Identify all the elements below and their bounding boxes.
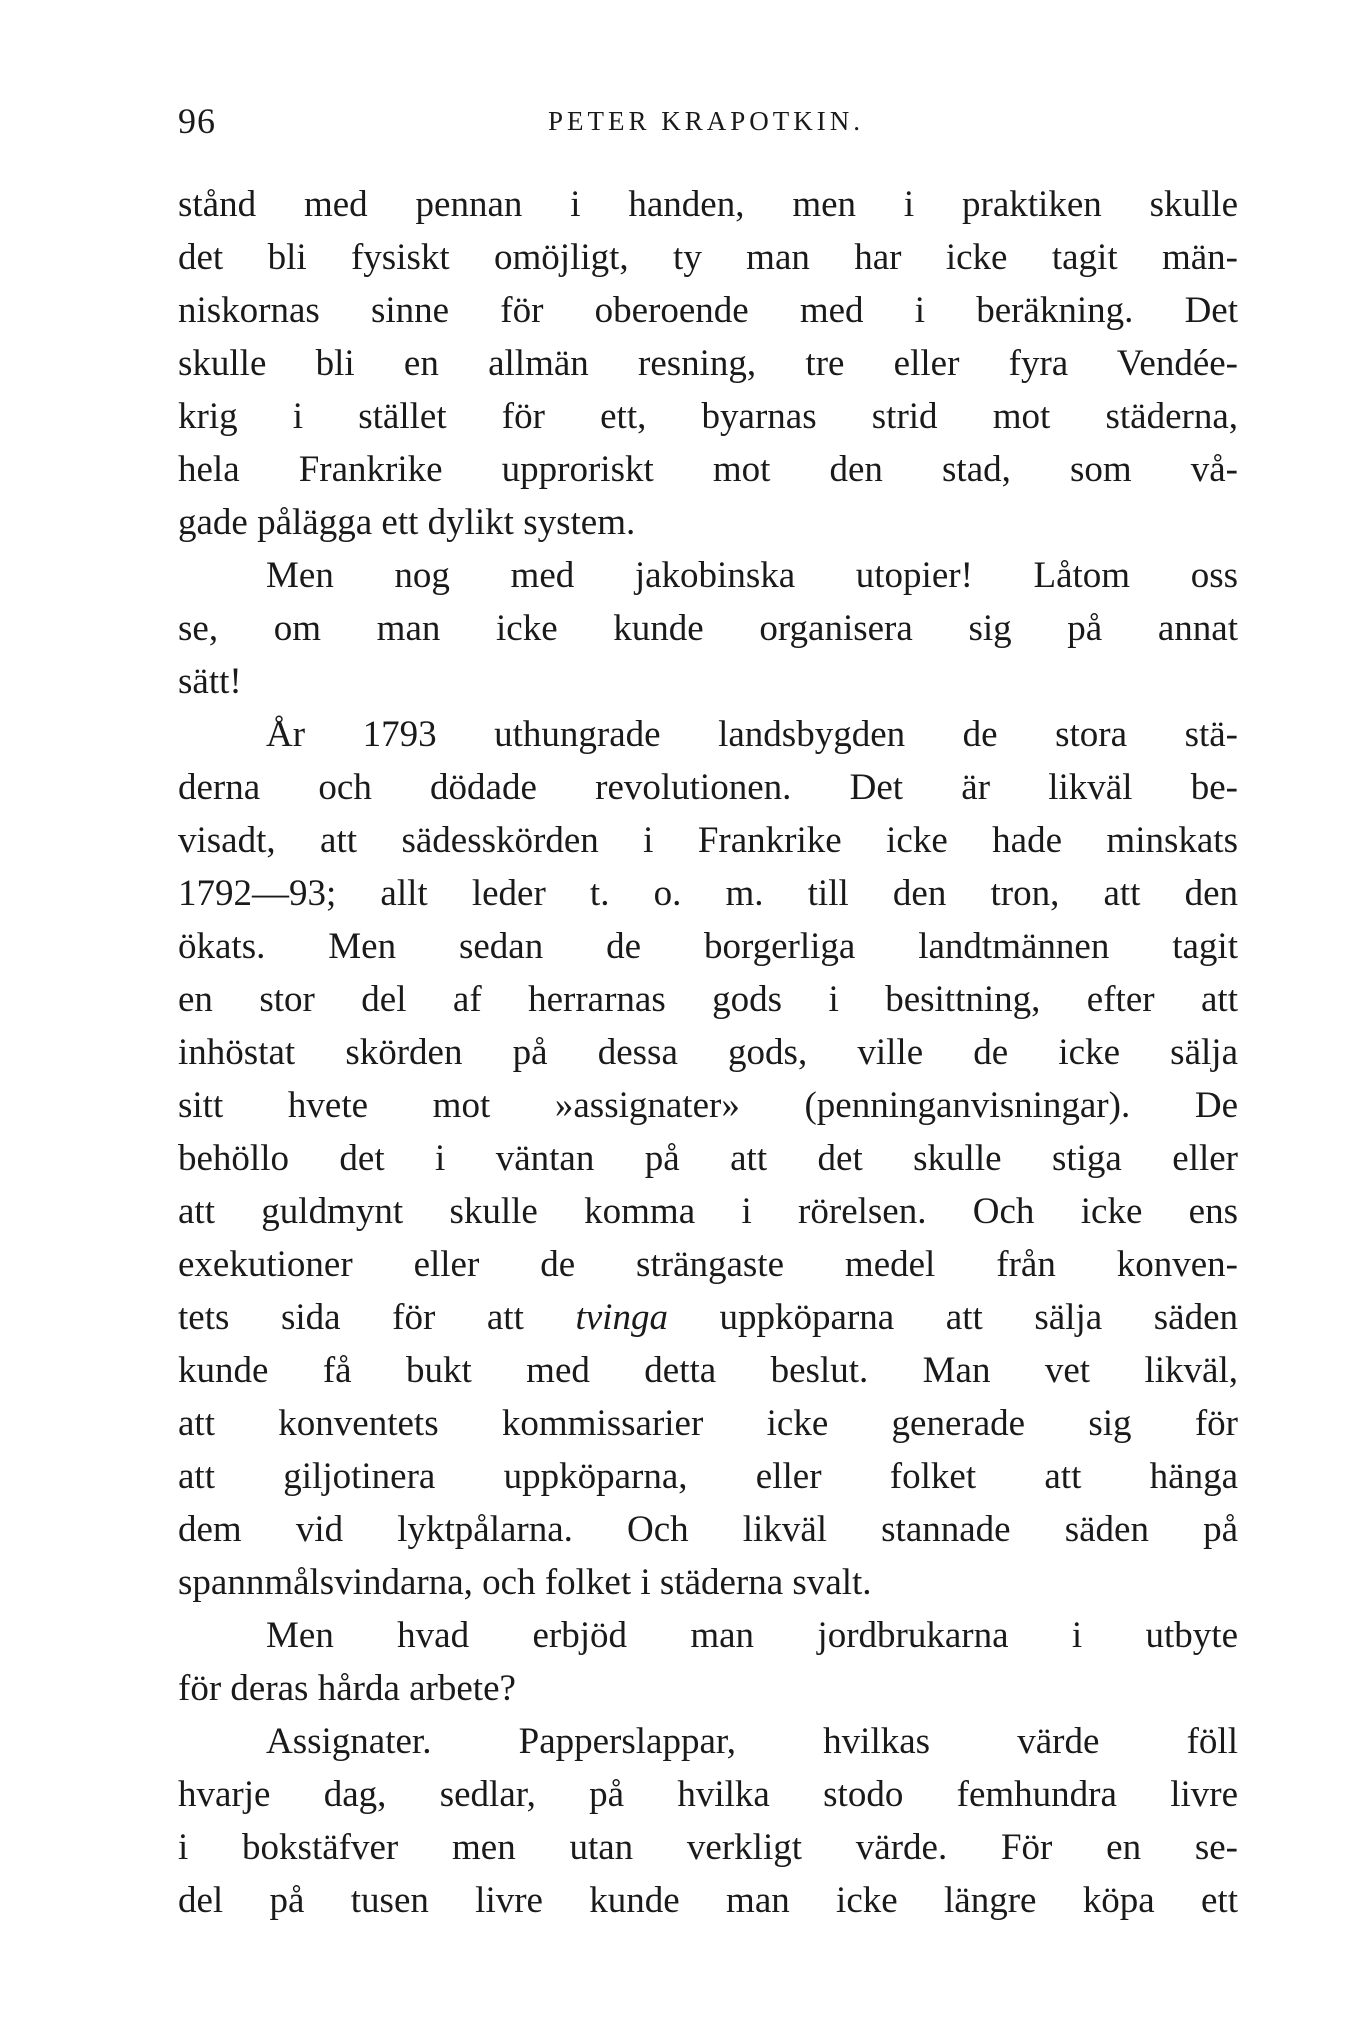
italic-word: tvinga [575,1297,668,1338]
text-line: spannmålsvindarna, och folket i städerna svalt. [178,1562,872,1603]
text-line: derna och dödade revolutionen. Det är likväl be- [178,767,1238,808]
text-line: niskornas sinne för oberoende med i beräkning. Det [178,290,1238,331]
text-line: ökats. Men sedan de borgerliga landtmännen tagit [178,926,1238,967]
text-span: uppköparna att sälja säden [667,1297,1238,1338]
text-line: gade pålägga ett dylikt system. [178,502,636,543]
text-line: del på tusen livre kunde man icke längre köpa ett [178,1880,1238,1921]
text-line: Assignater. Papperslappar, hvilkas värde föll [266,1721,1238,1762]
text-line: skulle bli en allmän resning, tre eller fyra Vendée- [178,343,1238,384]
text-line: i bokstäfver men utan verkligt värde. För en se- [178,1827,1238,1868]
text-line: hvarje dag, sedlar, på hvilka stodo femhundra livre [178,1774,1238,1815]
text-line: att guldmynt skulle komma i rörelsen. Och icke ens [178,1191,1238,1232]
text-line: 1792—93; allt leder t. o. m. till den tron, att den [178,873,1238,914]
page-number: 96 [178,101,216,141]
text-line: sitt hvete mot »assignater» (penninganvisningar). De [178,1085,1238,1126]
text-span: tets sida för att [178,1297,576,1338]
text-line: hela Frankrike upproriskt mot den stad, som vå- [178,449,1238,490]
text-line: Men hvad erbjöd man jordbrukarna i utbyte [266,1615,1238,1656]
text-line: att konventets kommissarier icke generade sig för [178,1403,1238,1444]
text-line: sätt! [178,661,242,702]
text-line: kunde få bukt med detta beslut. Man vet likväl, [178,1350,1238,1391]
text-line: År 1793 uthungrade landsbygden de stora stä- [266,714,1238,755]
text-line: att giljotinera uppköparna, eller folket att hänga [178,1456,1238,1497]
text-line: stånd med pennan i handen, men i praktiken skulle [178,184,1238,225]
running-head: PETER KRAPOTKIN. [548,106,865,136]
text-line: för deras hårda arbete? [178,1668,516,1709]
text-line: inhöstat skörden på dessa gods, ville de icke sälja [178,1032,1238,1073]
text-line: Men nog med jakobinska utopier! Låtom oss [266,555,1238,596]
text-line [178,1291,1238,1344]
text-line: det bli fysiskt omöjligt, ty man har icke tagit män- [178,237,1238,278]
text-line: behöllo det i väntan på att det skulle stiga eller [178,1138,1238,1179]
text-line: visadt, att sädesskörden i Frankrike icke hade minskats [178,820,1238,861]
text-line: krig i stället för ett, byarnas strid mot städerna, [178,396,1238,437]
page-header [178,100,1228,160]
text-line: se, om man icke kunde organisera sig på annat [178,608,1238,649]
text-line: en stor del af herrarnas gods i besittning, efter att [178,979,1238,1020]
text-line: dem vid lyktpålarna. Och likväl stannade säden på [178,1509,1238,1550]
body-text [178,178,1238,1927]
text-line: exekutioner eller de strängaste medel från konven- [178,1244,1238,1285]
